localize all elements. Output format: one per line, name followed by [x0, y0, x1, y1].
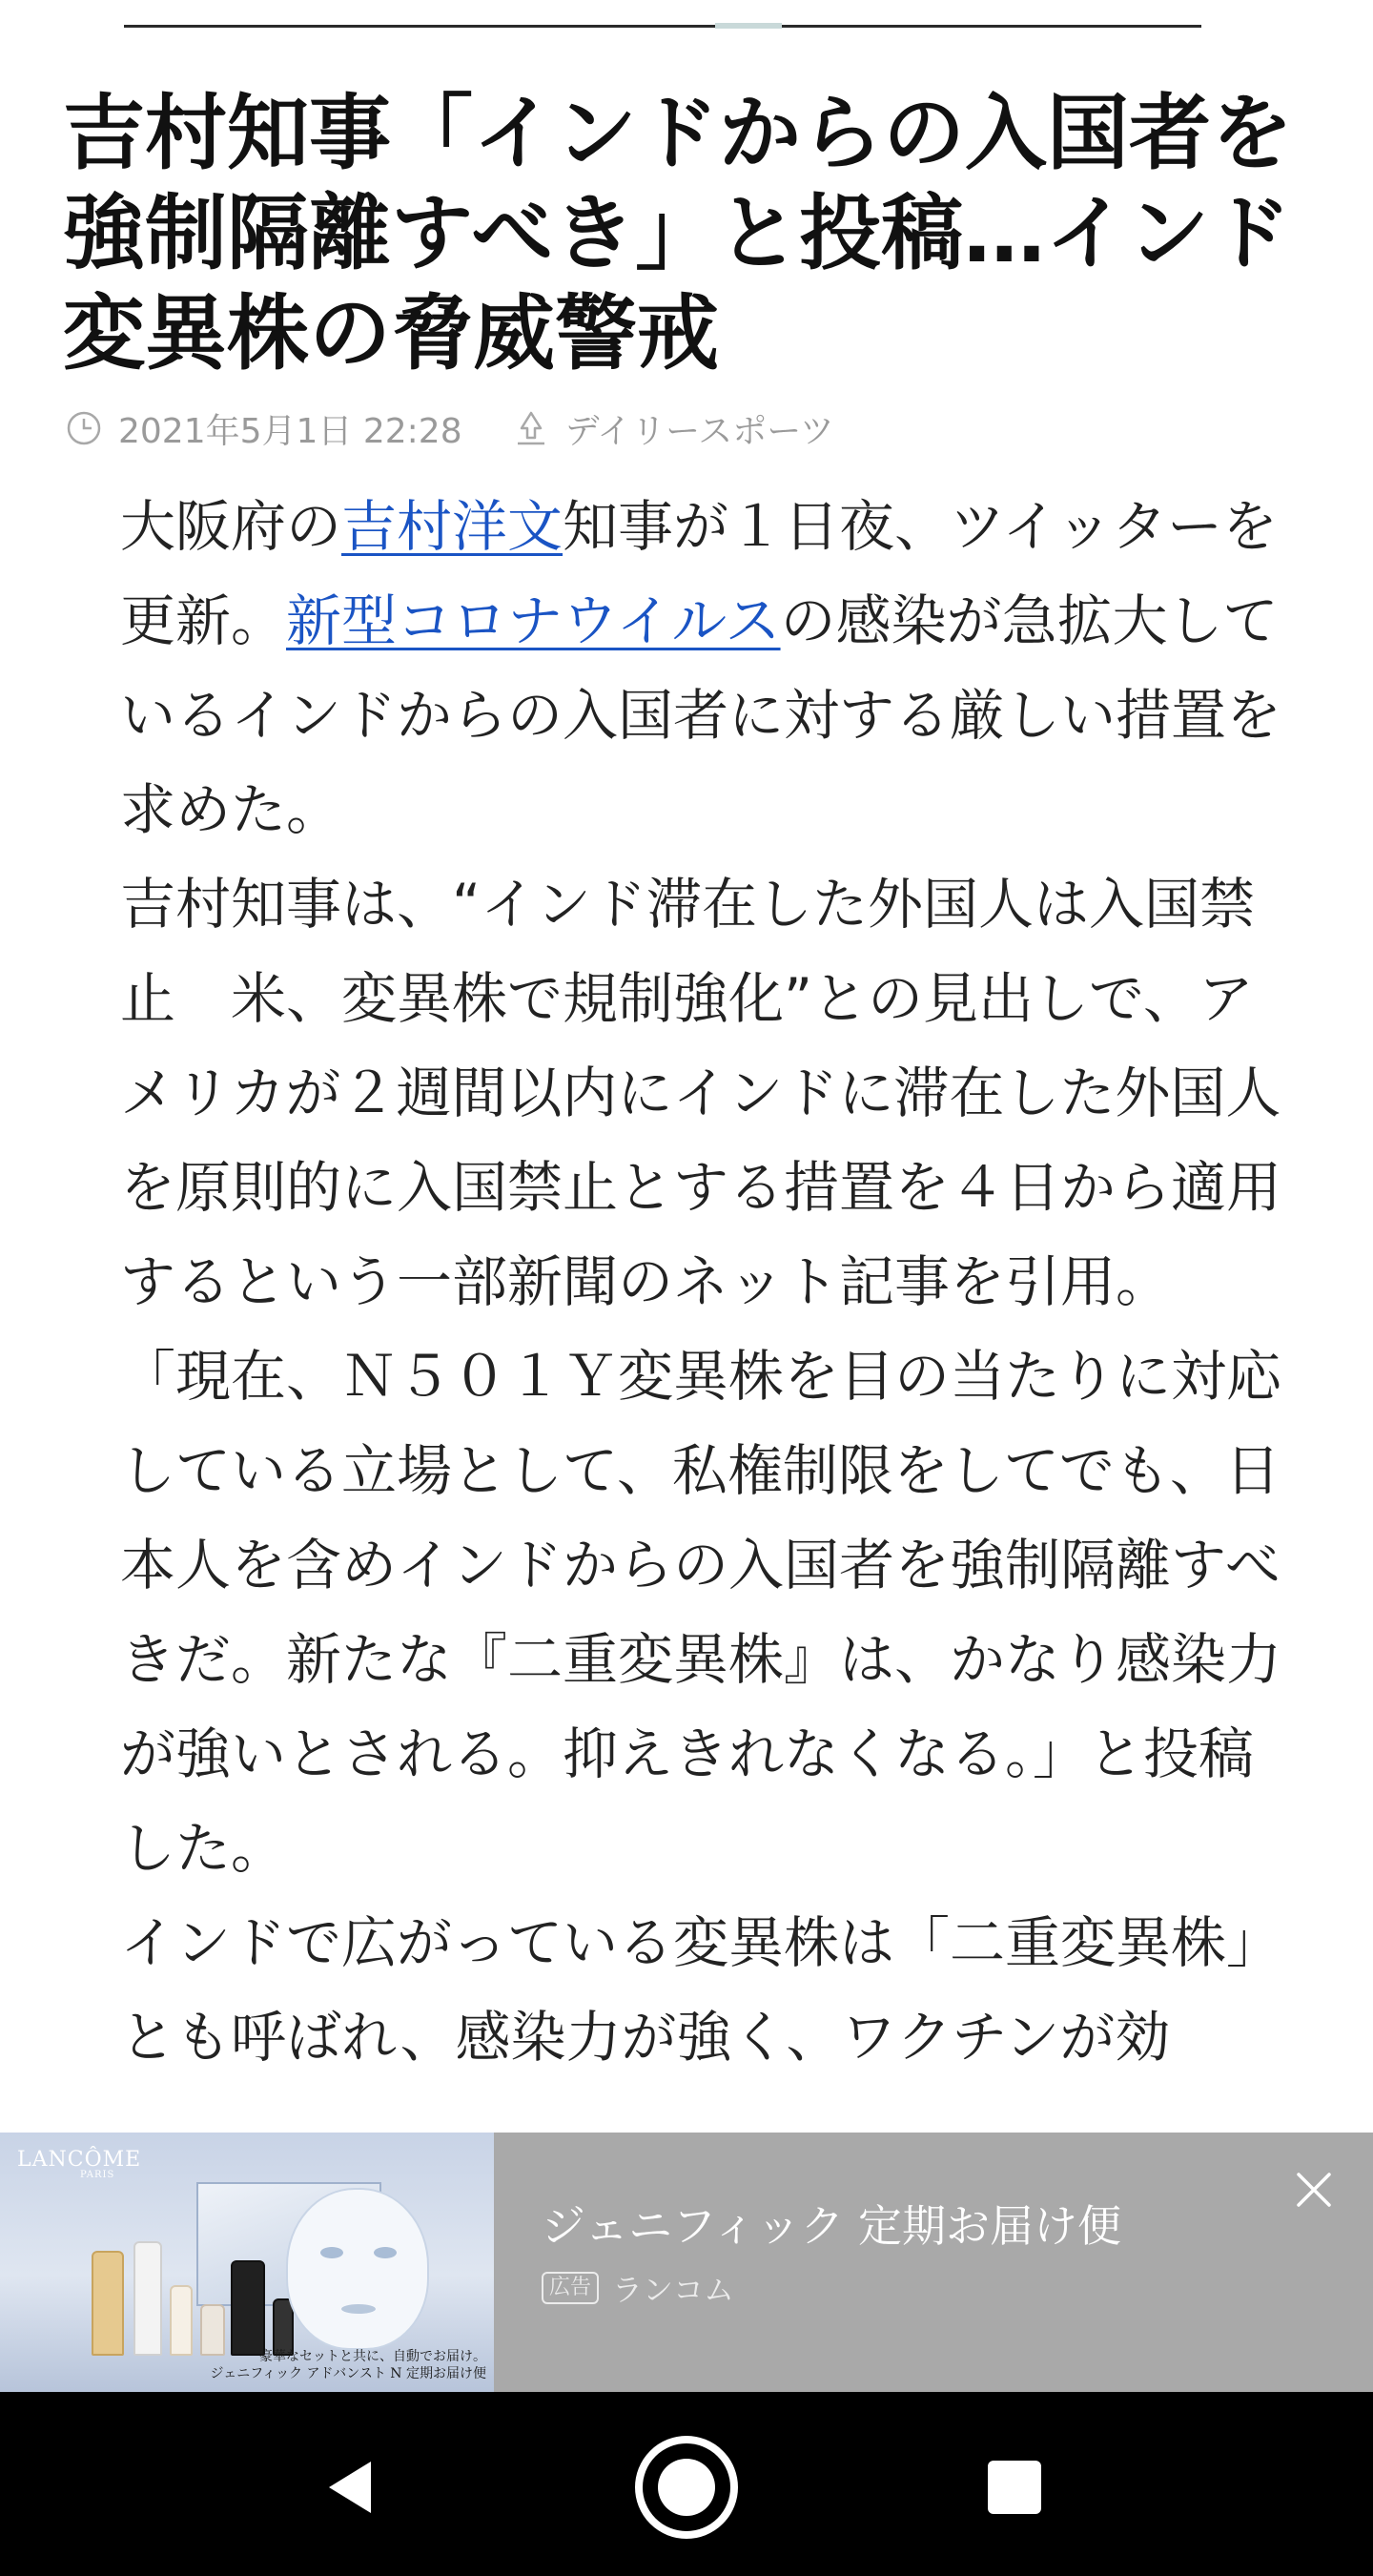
- product-bottle: [133, 2241, 162, 2356]
- paragraph-4: インドで広がっている変異株は「二重変異株」とも呼ばれ、感染力が強く、ワクチンが効: [120, 1910, 1282, 2070]
- ad-badge: 広告: [542, 2272, 599, 2304]
- sheet-mask: [286, 2188, 429, 2350]
- publisher-icon: [510, 407, 552, 449]
- article-body: [63, 480, 1302, 2085]
- ad-brand-logo: LANCÔME PARIS: [17, 2148, 142, 2180]
- product-bottle: [92, 2251, 124, 2356]
- ad-title[interactable]: ジェニフィック 定期お届け便: [542, 2200, 1122, 2252]
- ad-sponsor: [542, 2266, 734, 2310]
- ad-text[interactable]: [494, 2133, 1373, 2392]
- publish-date: 2021年5月1日 22:28: [118, 411, 462, 451]
- back-icon[interactable]: [296, 2430, 410, 2545]
- product-bottle: [170, 2285, 193, 2356]
- paragraph-1: [63, 480, 1302, 857]
- publisher-name[interactable]: デイリースポーツ: [564, 411, 834, 451]
- article-meta: [63, 402, 1302, 455]
- paragraph-1-text-b: 知事が１日夜、ツイッターを更新。: [120, 494, 1278, 653]
- paragraph-3: 「現在、Ｎ５０１Ｙ変異株を目の当たりに対応している立場として、私権制限をしてでも、日本人を含めインドからの入国者を強制隔離すべきだ。新たな『二重変異株』は、かなり感染力が強いとされる。抑えきれなくなる。」と投稿した。: [120, 1344, 1282, 1881]
- recent-apps-icon[interactable]: [957, 2430, 1072, 2545]
- home-icon[interactable]: [629, 2430, 744, 2545]
- paragraph-1-text-c: の感染が急拡大しているインドからの入国者に対する厳しい措置を求めた。: [120, 588, 1282, 842]
- paragraph-2: 吉村知事は、“インド滞在した外国人は入国禁止 米、変異株で規制強化”との見出しで、アメリカが２週間以内にインドに滞在した外国人を原則的に入国禁止とする措置を４日から適用するという一部新聞のネット記事を引用。: [120, 872, 1282, 1314]
- ad-banner[interactable]: [0, 2133, 1373, 2392]
- article: [63, 84, 1302, 2085]
- link-coronavirus[interactable]: 新型コロナウイルス: [286, 588, 781, 653]
- ad-image-caption: 豪華なセットと共に、自動でお届け。 ジェニフィック アドバンスト N 定期お届け便: [210, 2349, 486, 2381]
- clock-icon: [63, 407, 105, 449]
- top-divider-accent: [715, 23, 782, 29]
- top-divider: [124, 25, 1201, 28]
- ad-sponsor-name: ランコム: [612, 2272, 735, 2308]
- paragraph-1-text-a: 大阪府の: [120, 494, 342, 559]
- article-headline: 吉村知事「インドからの入国者を強制隔離すべき」と投稿…インド変異株の脅威警戒: [63, 86, 1293, 381]
- product-bottle: [231, 2260, 265, 2356]
- system-nav-bar: [0, 2392, 1373, 2576]
- ad-image[interactable]: [0, 2133, 494, 2392]
- link-yoshimura[interactable]: 吉村洋文: [341, 494, 564, 559]
- close-icon[interactable]: [1293, 2169, 1335, 2211]
